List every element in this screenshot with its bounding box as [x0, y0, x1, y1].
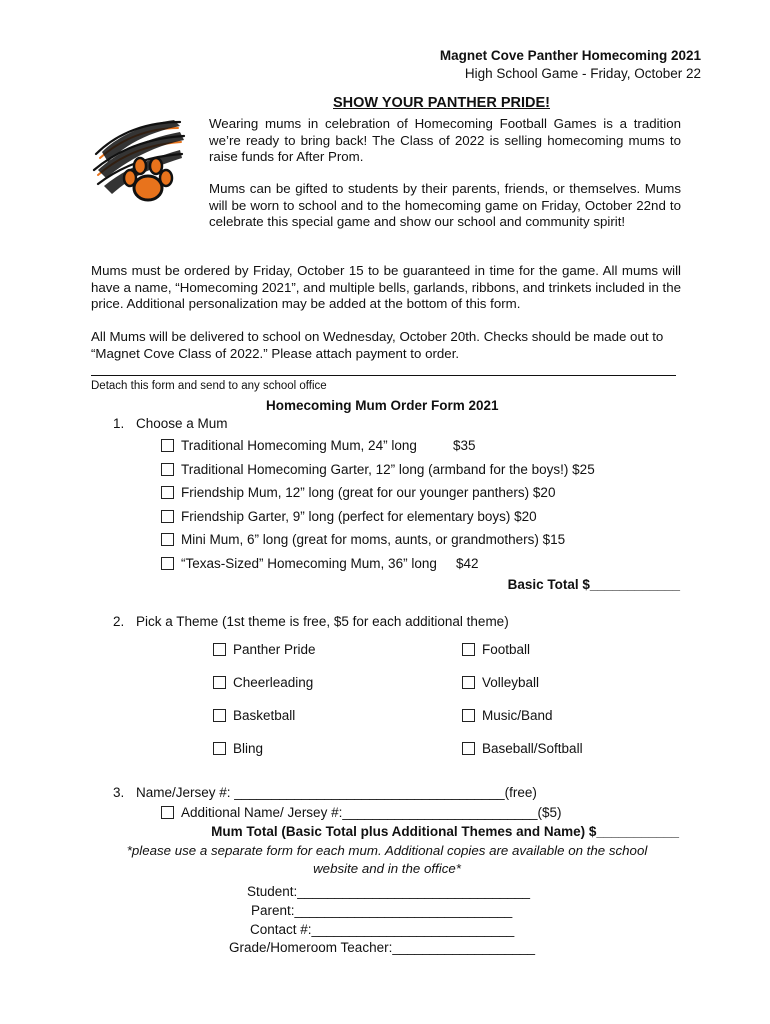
mum-option-checkbox[interactable] — [161, 486, 174, 499]
mum-option-label: Traditional Homecoming Garter, 12” long (armband for the boys!) $25 — [181, 462, 595, 477]
theme-checkbox[interactable] — [213, 676, 226, 689]
teacher-field[interactable]: Grade/Homeroom Teacher:___________________ — [229, 940, 535, 955]
theme-label: Music/Band — [482, 708, 553, 723]
theme-label: Football — [482, 642, 531, 657]
theme-checkbox[interactable] — [462, 709, 475, 722]
additional-name-field[interactable]: Additional Name/ Jersey #:__________________________($5) — [181, 805, 562, 820]
panther-paw-logo — [88, 114, 188, 212]
intro-paragraph-2: Mums can be gifted to students by their parents, friends, or themselves. Mums will be worn to school and to the homecoming game on Friday, October 22nd to celebrate this special game and show our school and community spirit! — [209, 181, 681, 230]
contact-field[interactable]: Contact #:___________________________ — [250, 922, 515, 937]
mum-option-label: Friendship Garter, 9” long (perfect for elementary boys) $20 — [181, 509, 537, 524]
student-field[interactable]: Student:_______________________________ — [247, 884, 531, 899]
headline: SHOW YOUR PANTHER PRIDE! — [333, 95, 550, 111]
theme-checkbox[interactable] — [462, 676, 475, 689]
mum-option-price: $35 — [453, 438, 476, 453]
mum-option-checkbox[interactable] — [161, 510, 174, 523]
step-2-number: 2. — [113, 614, 125, 629]
theme-label: Panther Pride — [233, 642, 316, 657]
name-jersey-field[interactable]: Name/Jersey #: ____________________________________(free) — [136, 785, 537, 800]
parent-field[interactable]: Parent:_____________________________ — [251, 903, 513, 918]
additional-name-checkbox[interactable] — [161, 806, 174, 819]
theme-label: Cheerleading — [233, 675, 314, 690]
page-title: Magnet Cove Panther Homecoming 2021 — [439, 48, 701, 63]
note-line-1: *please use a separate form for each mum. Additional copies are available on the school — [126, 843, 648, 858]
intro-paragraph-1: Wearing mums in celebration of Homecoming Football Games is a tradition we’re ready to bring back! The Class of 2022 is selling homecoming mums to raise funds for After Prom. — [209, 116, 681, 165]
panther-paw-claw-marks-icon — [88, 114, 188, 212]
mum-option-checkbox[interactable] — [161, 557, 174, 570]
mum-option-checkbox[interactable] — [161, 533, 174, 546]
detach-note: Detach this form and send to any school office — [91, 380, 327, 392]
theme-checkbox[interactable] — [462, 643, 475, 656]
mum-option-label: Mini Mum, 6” long (great for moms, aunts, or grandmothers) $15 — [181, 532, 566, 547]
mum-option-price: $42 — [456, 556, 479, 571]
mum-option-checkbox[interactable] — [161, 463, 174, 476]
detach-line — [91, 375, 676, 376]
page-subtitle: High School Game - Friday, October 22 — [464, 66, 701, 81]
step-1-label: Choose a Mum — [136, 416, 228, 431]
theme-checkbox[interactable] — [462, 742, 475, 755]
intro-paragraph-3: Mums must be ordered by Friday, October 15 to be guaranteed in time for the game. All mums will have a name, “Homecoming 2021”, and multiple bells, garlands, ribbons, and trinkets included in the price. Additional personalization may be added at the bottom of this form. — [91, 263, 681, 312]
theme-checkbox[interactable] — [213, 709, 226, 722]
step-3-number: 3. — [113, 785, 125, 800]
basic-total-field[interactable]: Basic Total $____________ — [507, 577, 680, 592]
theme-checkbox[interactable] — [213, 643, 226, 656]
form-title: Homecoming Mum Order Form 2021 — [266, 398, 499, 413]
mum-option-label: “Texas-Sized” Homecoming Mum, 36” long — [181, 556, 437, 571]
theme-label: Baseball/Softball — [482, 741, 583, 756]
note-line-2: website and in the office* — [313, 861, 461, 876]
mum-option-checkbox[interactable] — [161, 439, 174, 452]
step-2-label: Pick a Theme (1st theme is free, $5 for each additional theme) — [136, 614, 509, 629]
step-1-number: 1. — [113, 416, 125, 431]
theme-label: Bling — [233, 741, 264, 756]
theme-label: Volleyball — [482, 675, 540, 690]
theme-checkbox[interactable] — [213, 742, 226, 755]
theme-label: Basketball — [233, 708, 296, 723]
mum-option-label: Friendship Mum, 12” long (great for our younger panthers) $20 — [181, 485, 556, 500]
mum-option-label: Traditional Homecoming Mum, 24” long — [181, 438, 417, 453]
intro-paragraph-4: All Mums will be delivered to school on Wednesday, October 20th. Checks should be made out to “Magnet Cove Class of 2022.” Please attach payment to order. — [91, 329, 664, 361]
mum-total-field[interactable]: Mum Total (Basic Total plus Additional Themes and Name) $___________ — [211, 824, 679, 839]
